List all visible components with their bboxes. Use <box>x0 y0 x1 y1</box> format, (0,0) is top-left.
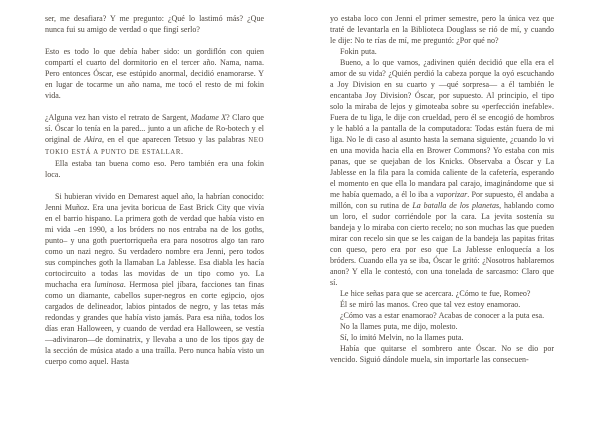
paragraph: Fokin puta. <box>340 47 377 56</box>
paragraph: ¿Alguna vez han visto el retrato de Sargent, Madame X? Claro que sí. Óscar lo tenía en la pared... junto a un afiche de Ro-botech y el original de Akira, en el que aparecen Tetsuo y las palabras NEO TOKIO ESTÁ A PUNTO DE ESTALLAR. <box>45 113 264 156</box>
paragraph: Esto es todo lo que debía haber sido: un gordiflón con quien compartí el cuarto del dormitorio en el tercer año. Nama, nama. Pero entonces Óscar, ese estúpido anormal, decidió enamorarse. Y en lugar de tocarme un año nama, me tocó el resto de mi fokin vida. <box>45 47 264 100</box>
text-section <box>45 191 264 367</box>
paragraph: Ella estaba tan buena como eso. Pero también era una fokin loca. <box>45 159 264 179</box>
paragraph: Él se miró las manos. Creo que tal vez estoy enamorao. <box>340 300 521 309</box>
paragraph: Había que quitarse el sombrero ante Óscar. No se dio por vencido. Siguió dándole muela, sin importarle las consecuen- <box>330 344 554 364</box>
paragraph: ser, me desafiara? Y me pregunto: ¿Qué lo lastimó más? ¿Que nunca fui su amigo de verdad o que fingí serlo? <box>45 14 264 34</box>
paragraph: Bueno, a lo que vamos, ¿adivinen quién decidió que ella era el amor de su vida? ¿Quién perdió la cabeza porque la oyó escuchando a Joy Division en su cuarto y —qué sorpresa— a él también le encantaba Joy Division? Óscar, por supuesto. Al principio, el tipo solo la miraba de lejos y gimoteaba sobre su «perfección inefable». Fuera de tu liga, le dije con crueldad, pero él se encogió de hombros y le habló a la pantalla de la computadora: Todas están fuera de mi liga. No le di caso al asunto hasta la semana siguiente, ¿cuando lo vi en una movida hacia ella en Brower Commons? Yo estaba con mis panas, que se quejaban de los Knicks. Observaba a Óscar y La Jablesse en la fila para la comida caliente de la cafetería, esperando el momento en que ella lo mandara pal carajo, imaginándome que si me había quemado, a él lo iba a vaporizar. Por supuesto, él andaba a millón, con su rutina de La batalla de los planetas, hablando como un loro, el sudor corriéndole por la cara. La jevita sostenía su bandeja y lo miraba con cierto recelo; no son muchas las que pueden mirar con recelo sin que se les caigan de la bandeja las papitas fritas con queso, pero era por eso que La Jablesse enloquecía a los bróders. Cuando ella ya se iba, Óscar le gritó: ¿Nosotros hablaremos anon? Y ella le contestó, con una tonelada de sarcasmo: Claro que sí. <box>330 58 554 287</box>
text-section <box>45 13 264 35</box>
paragraph: Sí, lo imitó Melvin, no la llames puta. <box>340 333 464 342</box>
paragraph: No la llames puta, me dijo, molesto. <box>340 322 458 331</box>
page-left <box>45 13 264 425</box>
text-section <box>45 46 264 101</box>
paragraph: ¿Cómo vas a estar enamorao? Acabas de conocer a la puta esa. <box>340 311 545 320</box>
paragraph: yo estaba loco con Jenni el primer semestre, pero la única vez que traté de levantarla en la Biblioteca Douglass se rió de mí, y cuando le dije: No te rías de mí, me preguntó: ¿Por qué no? <box>330 14 554 45</box>
paragraph: Si hubieran vivido en Demarest aquel año, la habrían conocido: Jenni Muñoz. Era una jevita boricua de East Brick City que vivía en el barrio hispano. La primera goth de verdad que había visto en mi vida –en 1990, a los bróders no nos entraba na de los goths, punto– y una goth puertorriqueña era para nosotros algo tan raro como un nazi negro. Su verdadero nombre era Jenni, pero todos sus compinches goth la llamaban La Jablesse. Esa diabla les hacía cortocircuito a todas las movidas de un tipo como yo. La muchacha era luminosa. Hermosa piel jíbara, facciones tan finas como un diamante, cabellos super-negros en corte egipcio, ojos cargados de delineador, labios pintados de negro, y las tetas más redondas y grandes que había visto jamás. Para esa niña, todos los días eran Halloween, y cuando de verdad era Halloween, se vestía —adivinaron—de dominatrix, y llevaba a uno de los tipos gay de la sección de música atado a una traílla. Pero nunca había visto un cuerpo como aquel. Hasta <box>45 192 264 366</box>
page-right <box>330 13 554 425</box>
paragraph: Le hice señas para que se acercara. ¿Cómo te fue, Romeo? <box>340 289 531 298</box>
text-section <box>330 13 554 365</box>
text-section <box>45 112 264 180</box>
